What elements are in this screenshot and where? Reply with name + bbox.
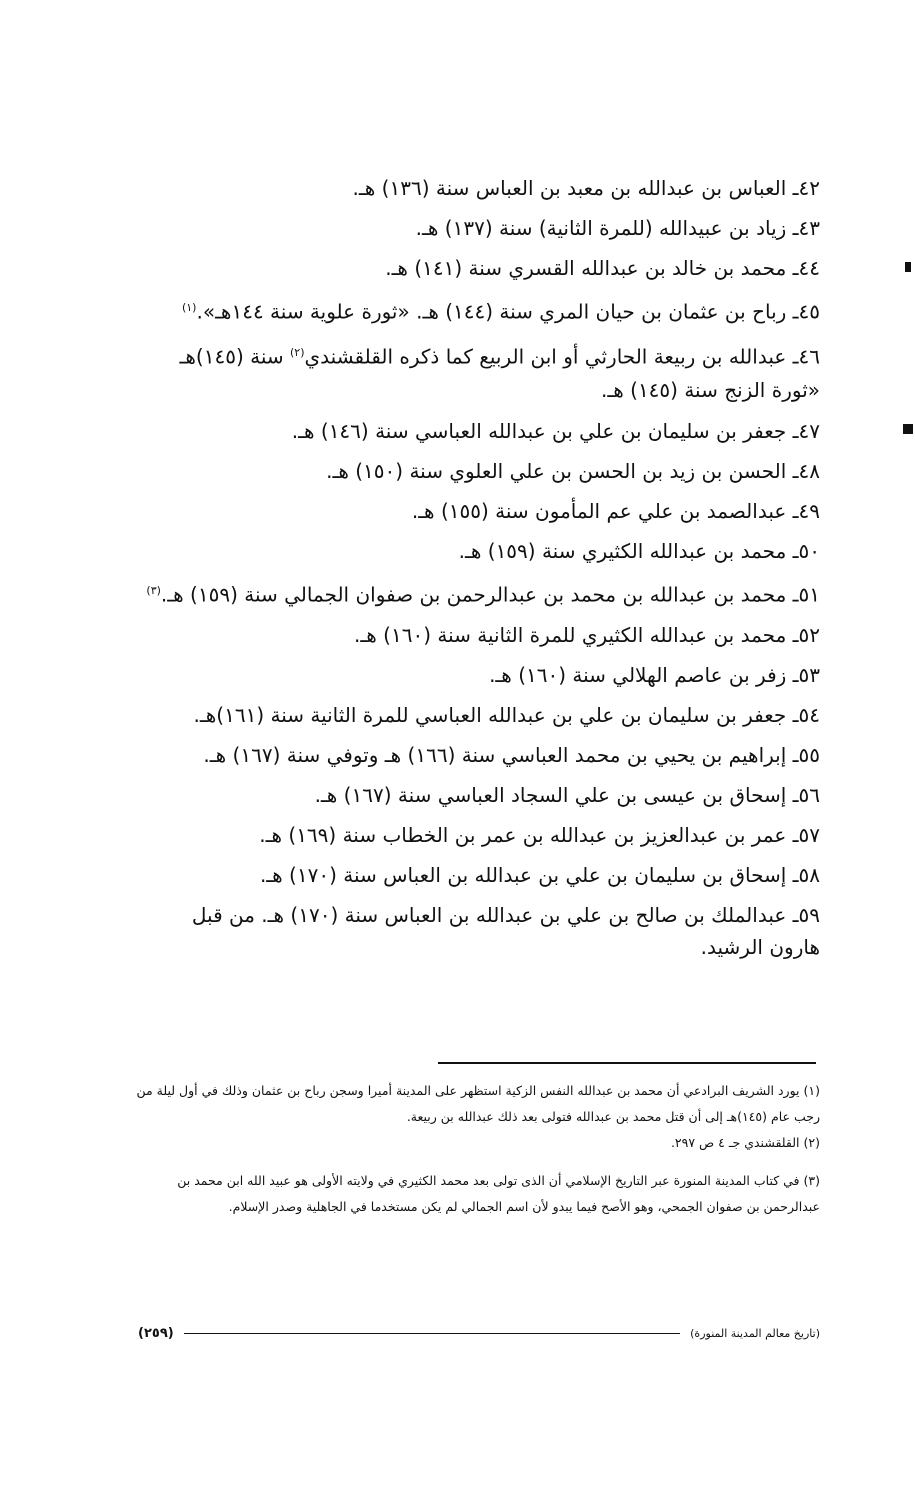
page-number: (٢٥٩) [138,1325,174,1341]
list-item: ٥٨ـ إسحاق بن سليمان بن علي بن عبدالله بن العباس سنة (١٧٠) هـ. [259,862,820,887]
list-item: ٤٢ـ العباس بن عبدالله بن معبد بن العباس سنة (١٣٦) هـ. [352,176,820,200]
governors-list [138,168,820,967]
footnote-separator [438,1062,816,1064]
list-item [138,292,820,328]
footnote: (٣) في كتاب المدينة المنورة عبر التاريخ الإسلامي أن الذى تولى بعد محمد الكثيري في ولايته الأولى هو عبيد الله ابن محمد بن عبدالرحمن بن صفوان الجمحي، وهو الأصح فيما يبدو لأن اسم الجمالي لم يكن مستخدما في الجاهلية وصدر الإسلام. [177,1173,820,1214]
list-item: ٥٤ـ جعفر بن سليمان بن علي بن عبدالله العباسي للمرة الثانية سنة (١٦١)هـ. [193,702,820,727]
footnote-ref: (١) [181,301,197,314]
footnote: (١) يورد الشريف البرادعي أن محمد بن عبدالله النفس الزكية استظهر على المدينة أميرا وسجن رباح بن عثمان وذلك في أول ليلة من رجب عام (١٤٥)هـ إلى أن قتل محمد بن عبدالله فتولى بعد ذلك عبدالله بن ربيعة. [136,1083,820,1124]
footnote-ref: (٢) [289,345,305,359]
list-item: ٤٨ـ الحسن بن زيد بن الحسن بن علي العلوي سنة (١٥٠) هـ. [326,459,820,484]
list-item: ٥٩ـ عبدالملك بن صالح بن علي بن عبدالله بن العباس سنة (١٧٠) هـ. من قبل هارون الرشيد. [191,902,820,959]
list-item: ٥٣ـ زفر بن عاصم الهلالي سنة (١٦٠) هـ. [489,662,820,687]
entry-text: ٤٦ـ عبدالله بن ربيعة الحارثي أو ابن الربيع كما ذكره القلقشندي [304,344,820,369]
scan-edge-mark [903,424,913,434]
list-item: ٥٠ـ محمد بن عبدالله الكثيري سنة (١٥٩) هـ. [458,539,820,564]
entry-text-cont: سنة (١٤٥)هـ «ثورة الزنج سنة (١٤٥) هـ. [179,344,820,403]
list-item: ٤٩ـ عبدالصمد بن علي عم المأمون سنة (١٥٥) هـ. [411,499,820,524]
entry-text: ٥١ـ محمد بن عبدالله بن محمد بن عبدالرحمن بن صفوان الجمالي سنة (١٥٩) هـ. [160,582,820,607]
list-item [138,336,820,408]
page-footer [138,1320,820,1346]
footnote: (٢) القلقشندي جـ ٤ ص ٢٩٧. [670,1135,820,1150]
list-item: ٥٦ـ إسحاق بن عيسى بن علي السجاد العباسي سنة (١٦٧) هـ. [314,782,820,807]
list-item: ٥٢ـ محمد بن عبدالله الكثيري للمرة الثانية سنة (١٦٠) هـ. [354,622,820,647]
footer-line [184,1333,680,1334]
list-item: ٤٧ـ جعفر بن سليمان بن علي بن عبدالله العباسي سنة (١٤٦) هـ. [291,419,820,444]
list-item [138,575,820,611]
list-item: ٥٥ـ إبراهيم بن يحيي بن محمد العباسي سنة (١٦٦) هـ وتوفي سنة (١٦٧) هـ. [203,742,820,767]
entry-text: ٤٥ـ رباح بن عثمان بن حيان المري سنة (١٤٤) هـ. «ثورة علوية سنة ١٤٤هـ». [196,299,820,324]
list-item: ٤٤ـ محمد بن خالد بن عبدالله القسري سنة (١٤١) هـ. [385,256,820,280]
footnote-ref: (٣) [146,584,161,598]
book-title: (تاريخ معالم المدينة المنورة) [690,1326,820,1340]
scan-edge-mark [905,262,911,272]
list-item: ٥٧ـ عمر بن عبدالعزيز بن عبدالله بن عمر بن الخطاب سنة (١٦٩) هـ. [259,822,820,847]
footnotes [136,1078,820,1220]
list-item: ٤٣ـ زياد بن عبيدالله (للمرة الثانية) سنة (١٣٧) هـ. [415,216,820,240]
